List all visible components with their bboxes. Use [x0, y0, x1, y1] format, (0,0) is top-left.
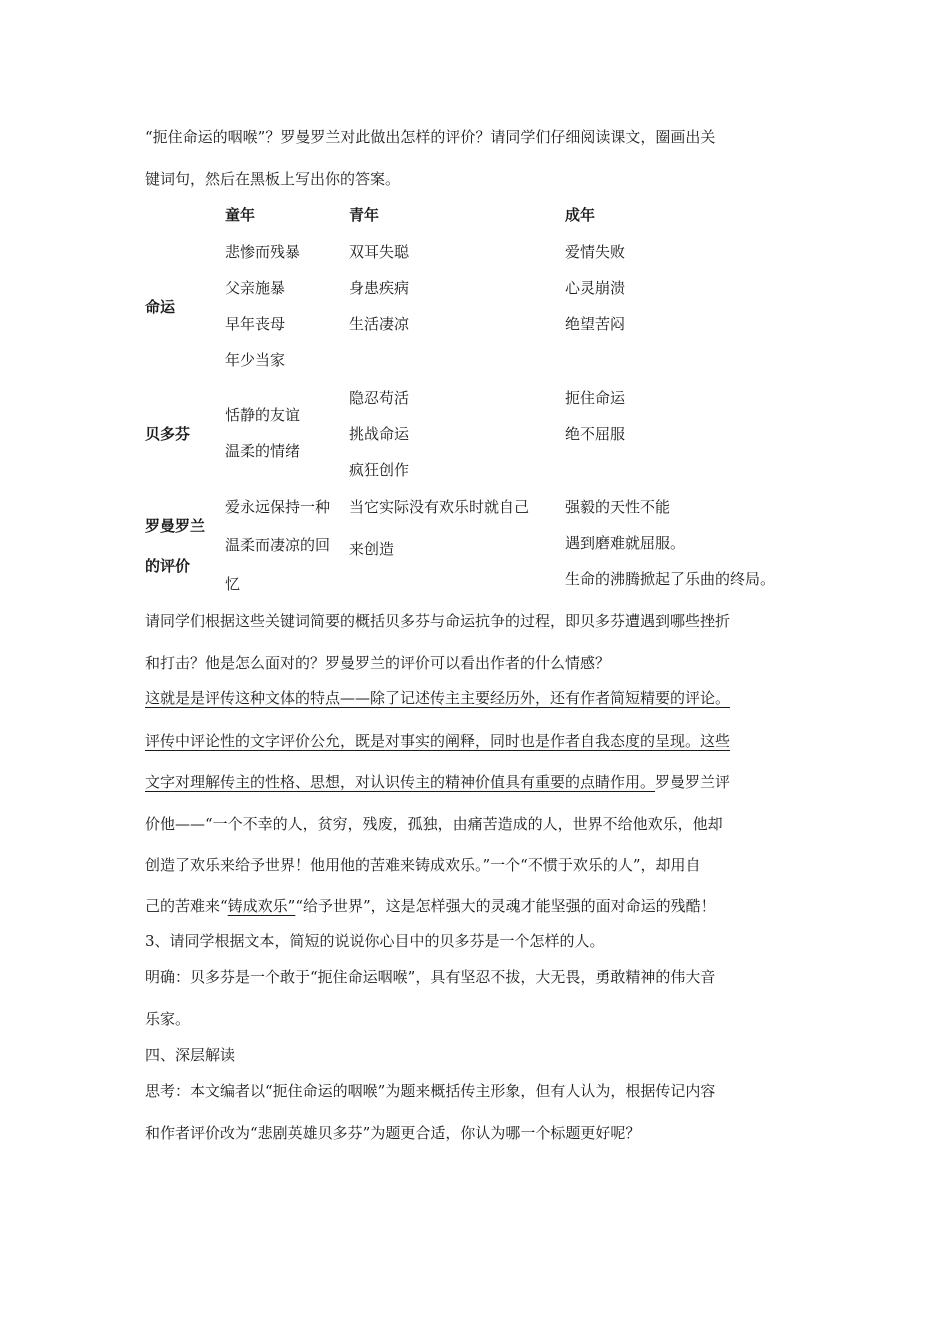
table-cell: 遇到磨难就屈服。 [565, 534, 686, 552]
commentary-line-1: 这就是是评传这种文体的特点——除了记述传主主要经历外，还有作者简短精要的评论。 [145, 689, 731, 707]
row-label-beethoven: 贝多芬 [145, 425, 191, 443]
table-cell: 双耳失聪 [349, 243, 410, 261]
table-cell: 生命的沸腾掀起了乐曲的终局。 [565, 570, 776, 588]
table-cell: 当它实际没有欢乐时就自己 [349, 498, 530, 516]
section3-answer-1: 明确：贝多芬是一个敢于“扼住命运咽喉”，具有坚忍不拔，大无畏，勇敢精神的伟大音 [145, 968, 716, 986]
commentary-line-3-rest: 罗曼罗兰评 [655, 773, 731, 791]
intro-line-2: 键词句，然后在黑板上写出你的答案。 [145, 170, 401, 188]
table-cell: 隐忍苟活 [349, 389, 410, 407]
table-cell: 爱情失败 [565, 243, 626, 261]
row-label-rolland-2: 的评价 [145, 557, 191, 575]
commentary-line-6-a: 己的苦难来“ [145, 897, 228, 915]
commentary-line-5: 创造了欢乐来给予世界！他用他的苦难来铸成欢乐。”一个“不惯于欢乐的人”，却用自 [145, 856, 701, 874]
commentary-line-3-underlined: 文字对理解传主的性格、思想，对认识传主的精神价值具有重要的点睛作用。 [145, 773, 656, 791]
table-cell: 扼住命运 [565, 389, 626, 407]
table-cell: 绝望苦闷 [565, 315, 626, 333]
table-cell: 爱永远保持一种 [225, 498, 331, 516]
intro-line-1: “扼住命运的咽喉”？罗曼罗兰对此做出怎样的评价？请同学们仔细阅读课文，圈画出关 [145, 128, 716, 146]
row-label-fate: 命运 [145, 298, 176, 316]
table-cell: 温柔而凄凉的回 [225, 536, 331, 554]
section3-answer-2: 乐家。 [145, 1010, 191, 1028]
section4-line-2: 和作者评价改为“悲剧英雄贝多芬”为题更合适，你认为哪一个标题更好呢？ [145, 1124, 641, 1142]
commentary-line-6-underlined: 铸成欢乐” [227, 897, 296, 915]
commentary-line-3 [145, 772, 730, 792]
commentary-line-6 [145, 896, 716, 916]
table-cell: 忆 [225, 575, 241, 593]
after-table-line-1: 请同学们根据这些关键词简要的概括贝多芬与命运抗争的过程，即贝多芬遭遇到哪些挫折 [145, 612, 731, 630]
section4-line-1: 思考：本文编者以“扼住命运的咽喉”为题来概括传主形象，但有人认为，根据传记内容 [145, 1082, 716, 1100]
header-adulthood: 成年 [565, 206, 596, 224]
table-cell: 来创造 [349, 540, 395, 558]
table-cell: 生活凄凉 [349, 315, 410, 333]
table-cell: 强毅的天性不能 [565, 498, 671, 516]
row-label-rolland-1: 罗曼罗兰 [145, 517, 206, 535]
header-youth: 青年 [349, 206, 380, 224]
commentary-line-4: 价他——“一个不幸的人，贫穷，残废，孤独，由痛苦造成的人，世界不给他欢乐，他却 [145, 815, 723, 833]
section3-question: 3、请同学根据文本，简短的说说你心目中的贝多芬是一个怎样的人。 [145, 932, 605, 950]
table-cell: 疯狂创作 [349, 461, 410, 479]
table-cell: 绝不屈服 [565, 425, 626, 443]
table-cell: 悲惨而残暴 [225, 243, 301, 261]
table-cell: 身患疾病 [349, 279, 410, 297]
table-cell: 父亲施暴 [225, 279, 286, 297]
section4-title: 四、深层解读 [145, 1046, 236, 1064]
table-cell: 早年丧母 [225, 315, 286, 333]
commentary-line-6-b: “给予世界”，这是怎样强大的灵魂才能坚强的面对命运的残酷！ [295, 897, 716, 915]
commentary-line-2: 评传中评论性的文字评价公允，既是对事实的阐释，同时也是作者自我态度的呈现。这些 [145, 732, 731, 750]
table-cell: 年少当家 [225, 351, 286, 369]
table-cell: 恬静的友谊 [225, 406, 301, 424]
table-cell: 温柔的情绪 [225, 442, 301, 460]
header-childhood: 童年 [225, 206, 256, 224]
table-cell: 挑战命运 [349, 425, 410, 443]
table-cell: 心灵崩溃 [565, 279, 626, 297]
after-table-line-2: 和打击？他是怎么面对的？罗曼罗兰的评价可以看出作者的什么情感？ [145, 654, 611, 672]
